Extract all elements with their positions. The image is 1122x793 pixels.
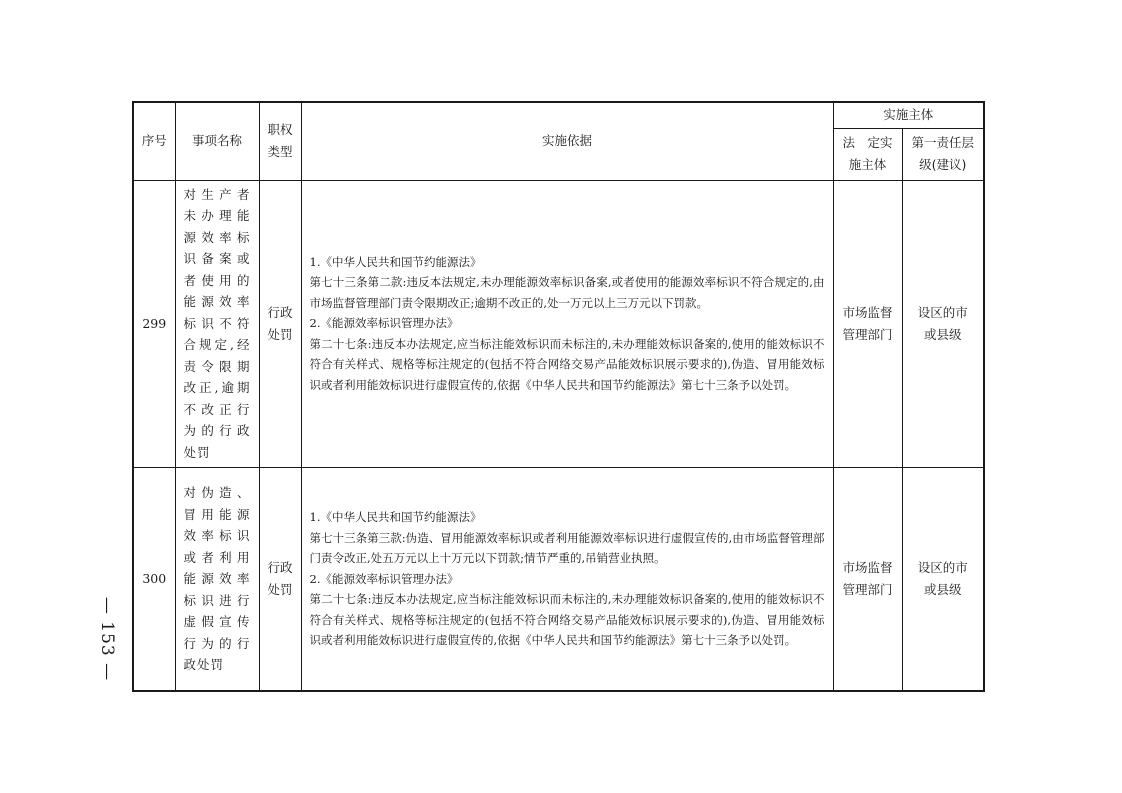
row-authority-type xyxy=(259,467,301,691)
row-seq: 300 xyxy=(133,467,175,691)
header-first-level xyxy=(902,128,984,180)
page-number xyxy=(92,589,122,689)
header-authority-type xyxy=(259,102,301,180)
basis-law-1: 1.《中华人民共和国节约能源法》 xyxy=(309,510,482,524)
basis-article-1: 第七十三条第二款:违反本法规定,未办理能源效率标识备案,或者使用的能源效率标识不符合规定的,由市场监督管理部门责令限期改正;逾期不改正的,处一万元以上三万元以下罚款。 xyxy=(309,275,825,310)
basis-law-2: 2.《能源效率标识管理办法》 xyxy=(309,571,459,586)
row-legal-subject xyxy=(833,467,902,691)
penalty-items-table xyxy=(132,101,985,692)
row-authority-type-text: 行政处罚 xyxy=(267,304,293,342)
basis-article-1: 第七十三条第三款:伪造、冒用能源效率标识或者利用能源效率标识进行虚假宣传的,由市场监督管理部门责令改正,处五万元以上十万元以下罚款;情节严重的,吊销营业执照。 xyxy=(309,530,825,565)
header-legal-subject-text: 法 定实施主体 xyxy=(842,135,893,172)
page-number-text: — 153 — xyxy=(97,596,118,682)
header-basis: 实施依据 xyxy=(301,102,833,180)
row-first-level-text: 设区的市或县级 xyxy=(917,304,968,342)
header-first-level-text: 第一责任层级(建议) xyxy=(911,135,974,172)
row-item-name xyxy=(175,467,259,691)
table-row xyxy=(133,467,984,691)
basis-law-2: 2.《能源效率标识管理办法》 xyxy=(309,316,459,331)
basis-article-2: 第二十七条:违反本办法规定,应当标注能效标识而未标注的,未办理能效标识备案的,使用的能效标识不符合有关样式、规格等标注规定的(包括不符合网络交易产品能效标识展示要求的),伪造、冒用能效标识或者利用能效标识进行虚假宣传的,依据《中华人民共和国节约能源法》第七十三条予以处罚。 xyxy=(309,592,825,647)
row-legal-subject-text: 市场监督管理部门 xyxy=(842,304,893,342)
row-authority-type-text: 行政处罚 xyxy=(267,559,293,597)
header-impl-subject: 实施主体 xyxy=(833,102,984,128)
row-basis-text xyxy=(302,252,833,396)
header-seq: 序号 xyxy=(133,102,175,180)
basis-article-2: 第二十七条:违反本办法规定,应当标注能效标识而未标注的,未办理能效标识备案的,使用的能效标识不符合有关样式、规格等标注规定的(包括不符合网络交易产品能效标识展示要求的),伪造、冒用能效标识或者利用能效标识进行虚假宣传的,依据《中华人民共和国节约能源法》第七十三条予以处罚。 xyxy=(309,336,825,392)
row-basis xyxy=(301,467,833,691)
row-item-name-text: 对伪造、冒用能源效率标识或者利用能源效率标识进行虚假宣传行为的行政处罚 xyxy=(183,485,251,672)
row-first-level-text: 设区的市或县级 xyxy=(917,559,968,597)
row-seq: 299 xyxy=(133,180,175,467)
header-legal-subject xyxy=(833,128,902,180)
header-authority-type-text: 职权类型 xyxy=(267,122,293,160)
row-first-level xyxy=(902,467,984,691)
row-item-name xyxy=(175,180,259,467)
row-first-level xyxy=(902,180,984,467)
row-legal-subject xyxy=(833,180,902,467)
row-basis xyxy=(301,180,833,467)
row-authority-type xyxy=(259,180,301,467)
header-row-top xyxy=(133,102,984,128)
basis-law-1: 1.《中华人民共和国节约能源法》 xyxy=(309,254,482,269)
table-row xyxy=(133,180,984,467)
row-legal-subject-text: 市场监督管理部门 xyxy=(842,559,893,597)
header-item-name: 事项名称 xyxy=(175,102,259,180)
row-item-name-text: 对生产者未办理能源效率标识备案或者使用的能源效率标识不符合规定,经责令限期改正,逾期不改正行为的行政处罚 xyxy=(183,186,251,460)
row-basis-text xyxy=(302,507,833,651)
